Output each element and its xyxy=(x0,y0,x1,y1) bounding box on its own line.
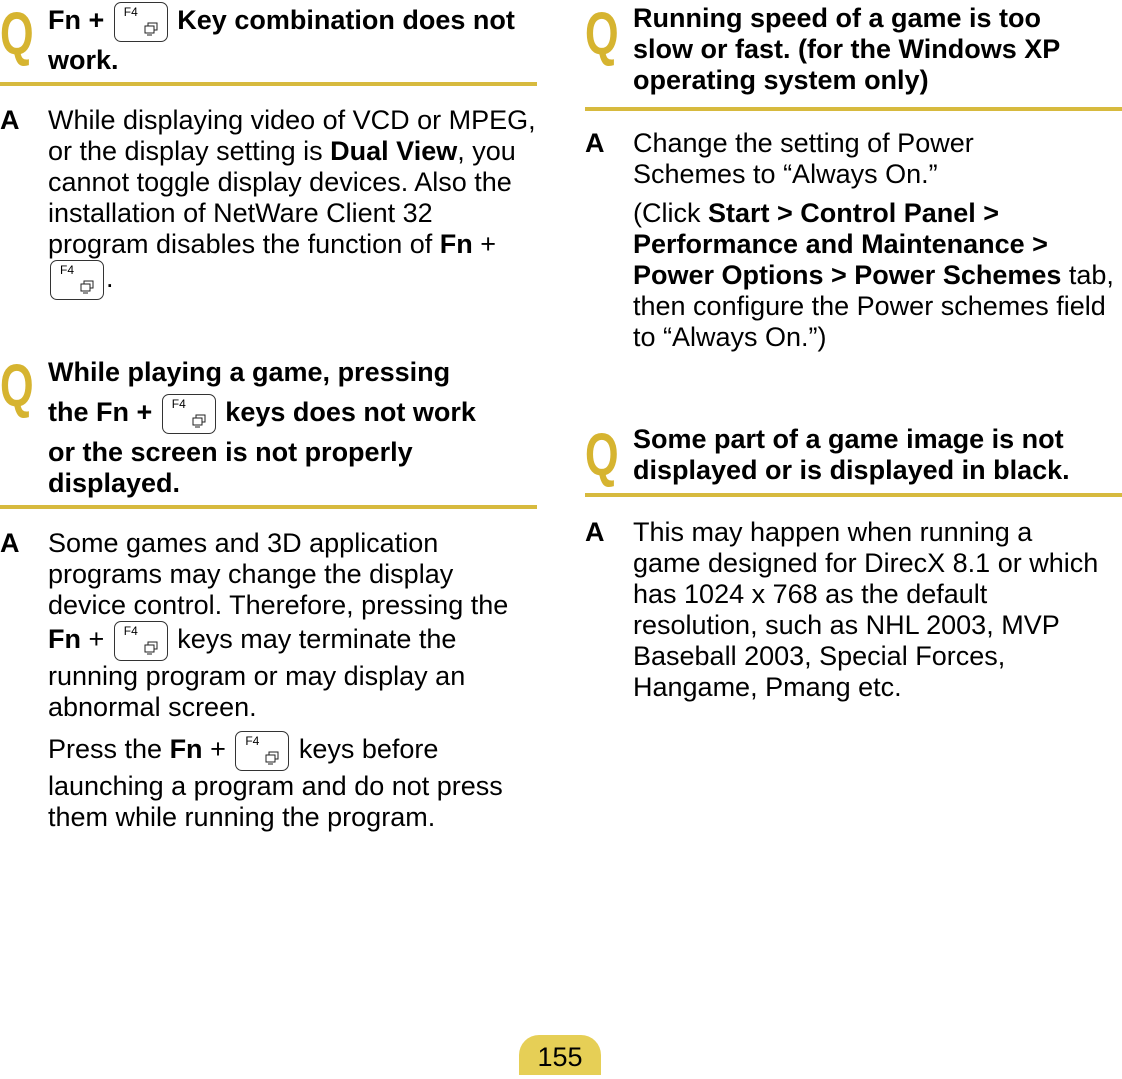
question-title: Running speed of a game is too slow or fast. (for the Windows XP operating system only) xyxy=(633,3,1060,95)
question-mark-icon: Q xyxy=(585,0,619,67)
answer-text: Some games and 3D application programs may change the display device control. Therefore, pressing the Fn + F4 keys may terminate the running program or may display an abnormal screen. Press the Fn + F4 keys before launching a program and do not press them while running the program. xyxy=(48,527,509,832)
answer-label: A xyxy=(585,128,605,158)
section-rule xyxy=(585,493,1122,497)
question-game-image-black xyxy=(585,421,1122,486)
question-mark-icon: Q xyxy=(0,352,34,419)
question-title: While playing a game, pressing the Fn + F4 keys does not work or the screen is not properly displayed. xyxy=(48,357,476,498)
answer-label: A xyxy=(0,105,20,135)
question-title: Some part of a game image is not displayed or is displayed in black. xyxy=(633,424,1070,485)
answer-label: A xyxy=(0,527,20,558)
section-rule xyxy=(0,505,537,509)
question-fn-f4-not-working xyxy=(0,0,537,80)
question-mark-icon: Q xyxy=(0,0,34,67)
answer-block xyxy=(0,105,537,300)
question-text: Key combination does not work. xyxy=(48,5,515,75)
answer-block xyxy=(585,128,1122,353)
question-game-speed xyxy=(585,0,1122,96)
f4-key-label: F4 xyxy=(123,5,138,19)
answer-block xyxy=(0,528,537,833)
dual-monitor-icon xyxy=(143,22,159,36)
dual-monitor-icon xyxy=(264,751,280,765)
right-column xyxy=(585,0,1122,703)
answer-text: While displaying video of VCD or MPEG, or the display setting is Dual View, you cannot toggle display devices. Also the installation of NetWare Client 32 program disables the function of Fn + F4 . xyxy=(48,105,537,300)
page-number-badge: 155 xyxy=(519,1035,601,1075)
question-text: Fn + xyxy=(48,5,105,36)
answer-block xyxy=(585,517,1122,703)
dual-monitor-icon xyxy=(79,280,95,294)
f4-key: F4 xyxy=(50,260,104,300)
dual-monitor-icon xyxy=(143,641,159,655)
question-title xyxy=(48,0,537,78)
question-game-fn-f4 xyxy=(0,352,537,499)
f4-key: F4 xyxy=(235,731,289,771)
dual-monitor-icon xyxy=(191,414,207,428)
answer-text: Change the setting of Power Schemes to “Always On.” (Click Start > Control Panel > Performance and Maintenance > Power Options > Power Schemes tab, then configure the Power schemes field to “Always On.”) xyxy=(633,128,1114,352)
f4-key: F4 xyxy=(162,394,216,434)
left-column xyxy=(0,0,537,833)
f4-key: F4 xyxy=(114,621,168,661)
answer-text: This may happen when running a game designed for DirecX 8.1 or which has 1024 x 768 as the default resolution, such as NHL 2003, MVP Baseball 2003, Special Forces, Hangame, Pmang etc. xyxy=(633,517,1099,702)
question-mark-icon: Q xyxy=(585,421,619,488)
f4-key xyxy=(114,2,168,42)
section-rule xyxy=(585,107,1122,111)
section-rule xyxy=(0,82,537,86)
answer-label: A xyxy=(585,517,605,547)
